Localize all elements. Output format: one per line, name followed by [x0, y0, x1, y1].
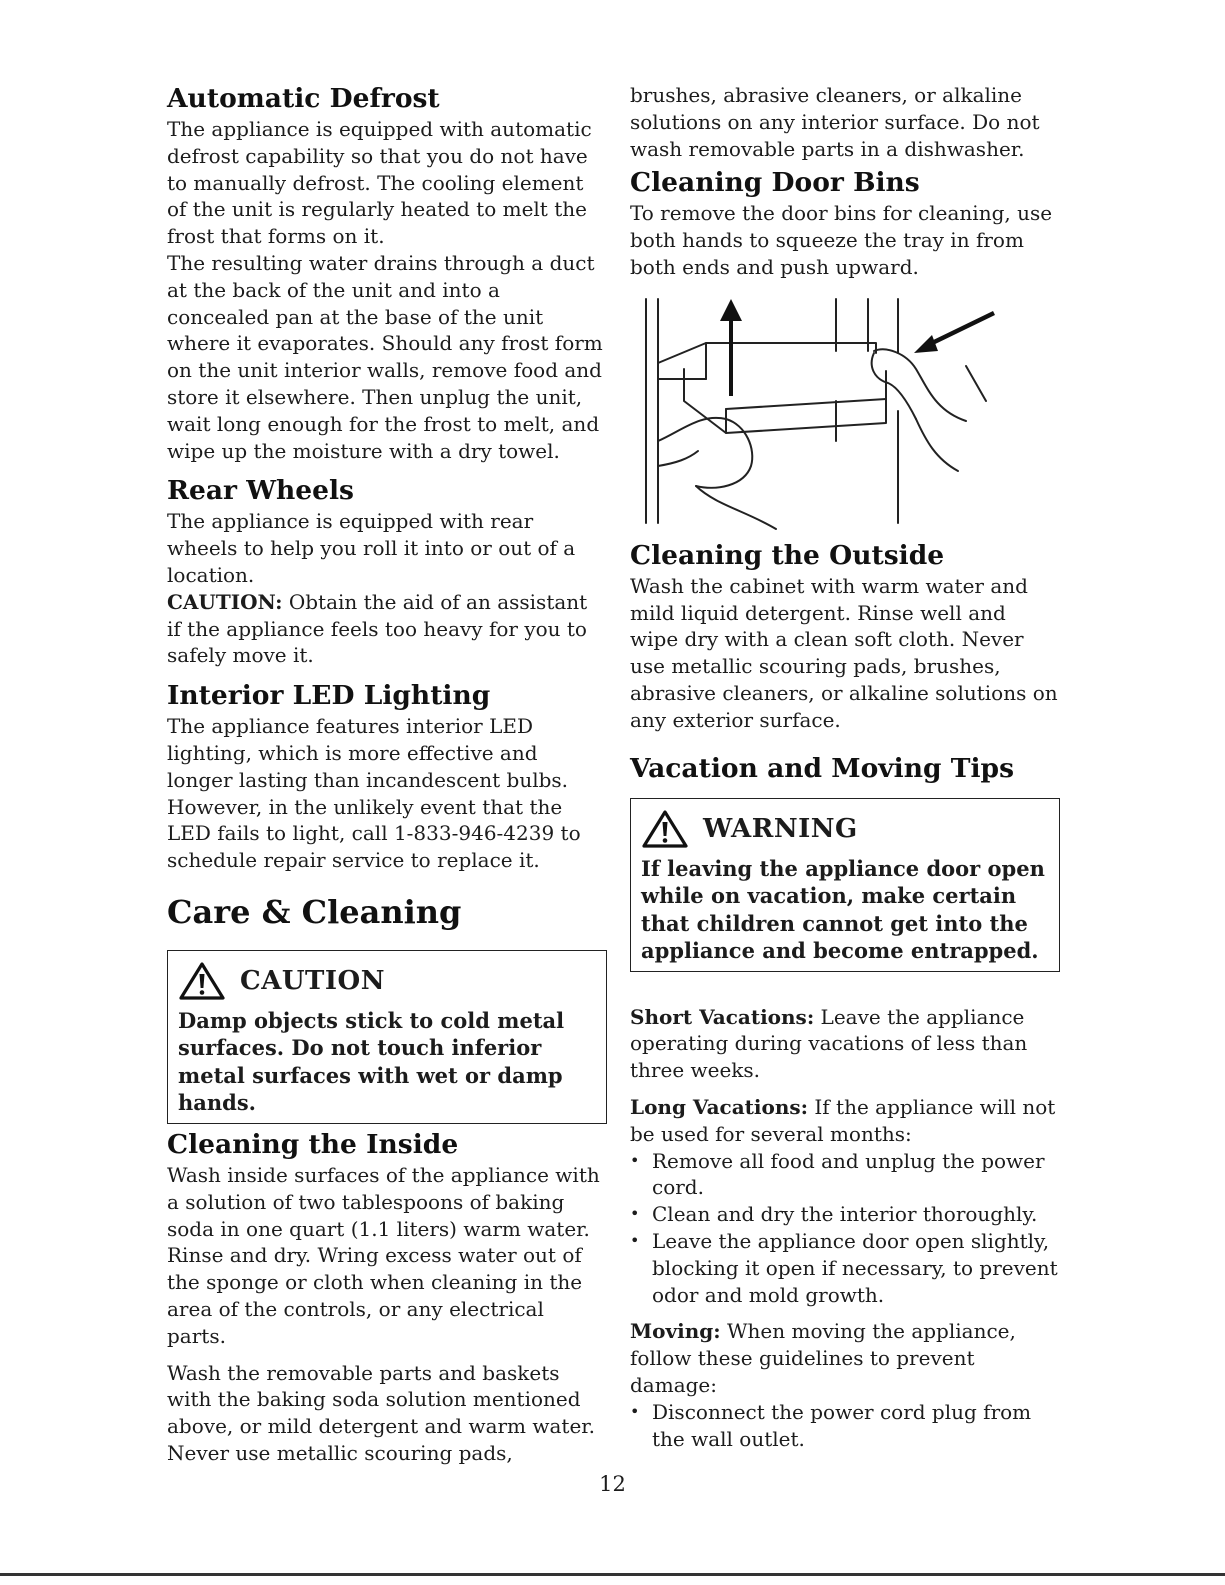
page-number: 12: [599, 1472, 626, 1496]
long-vacations-paragraph: [630, 1094, 1060, 1148]
caution-box-title: CAUTION: [240, 965, 385, 996]
long-vacations-text: If the appliance will not be used for several months:: [630, 1094, 1056, 1146]
right-column: [630, 82, 1060, 1452]
caution-label: CAUTION:: [167, 589, 283, 614]
warning-box-header: [641, 809, 1049, 849]
cleaning-outside-paragraph: Wash the cabinet with warm water and mild liquid detergent. Rinse well and wipe dry with a clean soft cloth. Never use metallic scouring pads, brushes, abrasive cleaners, or alkaline solutions on any exterior surface.: [630, 573, 1058, 732]
door-bin-removal-illustration: [636, 291, 1006, 531]
caution-text: Obtain the aid of an assistant if the appliance feels too heavy for you to safely move it.: [167, 589, 588, 668]
list-item: • Disconnect the power cord plug from the wall outlet.: [630, 1399, 1060, 1453]
automatic-defrost-paragraph-2: The resulting water drains through a duct at the back of the unit and into a concealed pan at the base of the unit where it evaporates. Should any frost form on the unit interior walls, remove food and store it elsewhere. Then unplug the unit, wait long enough for the frost to melt, and wipe up the moisture with a dry towel.: [167, 250, 603, 463]
long-vacations-label: Long Vacations:: [630, 1094, 809, 1119]
automatic-defrost-heading: Automatic Defrost: [167, 83, 440, 114]
warning-triangle-icon: [641, 809, 689, 849]
short-vacations-text: Leave the appliance operating during vacations of less than three weeks.: [630, 1004, 1028, 1083]
long-vacations-list: [630, 1148, 1060, 1309]
cleaning-inside-paragraph-1: Wash inside surfaces of the appliance with a solution of two tablespoons of baking soda in one quart (1.1 liters) warm water. Rinse and dry. Wring excess water out of the sponge or cloth when cleaning in the area of the controls, or any electrical parts.: [167, 1162, 600, 1348]
automatic-defrost-paragraph-1: The appliance is equipped with automatic defrost capability so that you do not have to manually defrost. The cooling element of the unit is regularly heated to melt the frost that forms on it.: [167, 117, 592, 249]
footer-rule: [0, 1573, 1225, 1576]
list-item: • Clean and dry the interior thoroughly.: [630, 1201, 1060, 1228]
warning-box: [630, 798, 1060, 972]
cleaning-inside-heading: Cleaning the Inside: [167, 1128, 459, 1160]
caution-box-header: [178, 961, 596, 1001]
squeeze-arrow-icon: [914, 313, 994, 353]
moving-paragraph: [630, 1318, 1060, 1398]
rear-wheels-heading: Rear Wheels: [167, 475, 354, 507]
door-bins-heading: Cleaning Door Bins: [630, 167, 920, 199]
warning-triangle-icon: [178, 961, 226, 1001]
cleaning-outside-heading: Cleaning the Outside: [630, 539, 945, 571]
short-vacations-label: Short Vacations:: [630, 1004, 815, 1029]
list-item: • Remove all food and unplug the power cord.: [630, 1148, 1060, 1202]
moving-text: When moving the appliance, follow these guidelines to prevent damage:: [630, 1319, 1016, 1397]
short-vacations-paragraph: [630, 1004, 1060, 1084]
interior-led-paragraph: The appliance features interior LED lighting, which is more effective and longer lasting than incandescent bulbs. However, in the unlikely event that the LED fails to light, call 1-833-946-4239 to schedule repair service to replace it.: [167, 714, 581, 873]
vacation-moving-heading: Vacation and Moving Tips: [630, 752, 1015, 784]
interior-led-heading: Interior LED Lighting: [167, 680, 491, 712]
rear-wheels-paragraph: The appliance is equipped with rear wheels to help you roll it into or out of a location.: [167, 509, 576, 587]
door-bins-paragraph: To remove the door bins for cleaning, use both hands to squeeze the tray in from both ends and push upward.: [630, 201, 1053, 279]
care-cleaning-heading: Care & Cleaning: [167, 892, 462, 931]
cleaning-inside-paragraph-2: Wash the removable parts and baskets with the baking soda solution mentioned above, or mild detergent and warm water. Never use metallic scouring pads,: [167, 1360, 596, 1465]
moving-list: [630, 1399, 1060, 1453]
warning-box-body: If leaving the appliance door open while on vacation, make certain that children cannot get into the appliance and become entrapped.: [641, 855, 1045, 964]
left-column: [167, 82, 607, 1467]
warning-box-title: WARNING: [703, 813, 858, 844]
list-item: • Leave the appliance door open slightly, blocking it open if necessary, to prevent odor and mold growth.: [630, 1228, 1060, 1308]
caution-box-body: Damp objects stick to cold metal surfaces. Do not touch inferior metal surfaces with wet or damp hands.: [178, 1007, 565, 1116]
caution-box: [167, 950, 607, 1124]
up-arrow-icon: [720, 299, 742, 396]
moving-label: Moving:: [630, 1319, 721, 1344]
cleaning-inside-continued: brushes, abrasive cleaners, or alkaline solutions on any interior surface. Do not wash removable parts in a dishwasher.: [630, 83, 1040, 161]
rear-wheels-caution: [167, 589, 607, 669]
